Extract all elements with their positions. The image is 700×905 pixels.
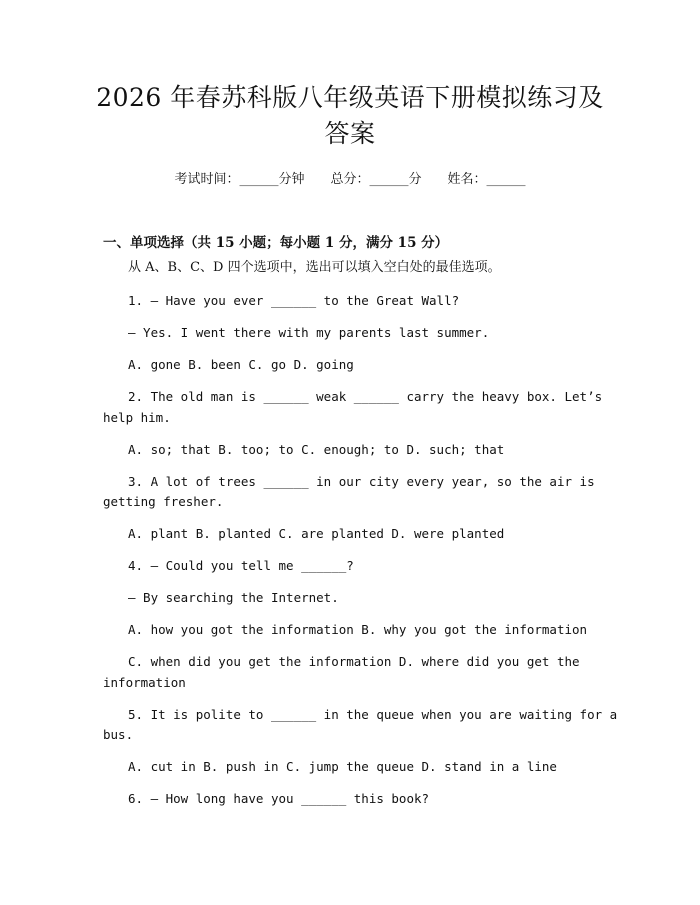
question-1-line-2: — Yes. I went there with my parents last summer. xyxy=(128,325,490,340)
section-instruction: 从 A、B、C、D 四个选项中，选出可以填入空白处的最佳选项。 xyxy=(128,260,501,275)
question-2-line-1: 2. The old man is ______ weak ______ carry the heavy box. Let’s xyxy=(128,389,603,404)
question-5-line-2: bus. xyxy=(103,727,134,742)
question-5-line-1: 5. It is polite to ______ in the queue when you are waiting for a xyxy=(128,707,618,722)
question-4-options-3: information xyxy=(103,675,186,690)
page-title xyxy=(60,80,640,152)
question-6-line-1: 6. — How long have you ______ this book? xyxy=(128,791,430,806)
question-4-line-1: 4. — Could you tell me ______? xyxy=(128,558,354,573)
question-2-line-2: help him. xyxy=(103,410,171,425)
exam-meta xyxy=(0,168,700,187)
question-1-options: A. gone B. been C. go D. going xyxy=(128,357,354,372)
exam-time: 考试时间：______分钟 xyxy=(174,172,305,187)
exam-score: 总分：______分 xyxy=(330,172,422,187)
section-heading: 一、单项选择（共 15 小题；每小题 1 分，满分 15 分） xyxy=(103,235,449,251)
question-3-line-2: getting fresher. xyxy=(103,494,224,509)
exam-name: 姓名：______ xyxy=(447,172,526,187)
title-line-1: 2026 年春苏科版八年级英语下册模拟练习及 xyxy=(96,83,604,112)
question-4-options-2: C. when did you get the information D. where did you get the xyxy=(128,654,580,669)
question-1-line-1: 1. — Have you ever ______ to the Great Wall? xyxy=(128,293,460,308)
question-4-options-1: A. how you got the information B. why you got the information xyxy=(128,622,588,637)
title-line-2: 答案 xyxy=(324,119,376,148)
question-3-line-1: 3. A lot of trees ______ in our city every year, so the air is xyxy=(128,474,595,489)
question-2-options: A. so; that B. too; to C. enough; to D. such; that xyxy=(128,442,505,457)
question-3-options: A. plant B. planted C. are planted D. were planted xyxy=(128,526,505,541)
question-5-options: A. cut in B. push in C. jump the queue D. stand in a line xyxy=(128,759,557,774)
question-4-line-2: — By searching the Internet. xyxy=(128,590,339,605)
